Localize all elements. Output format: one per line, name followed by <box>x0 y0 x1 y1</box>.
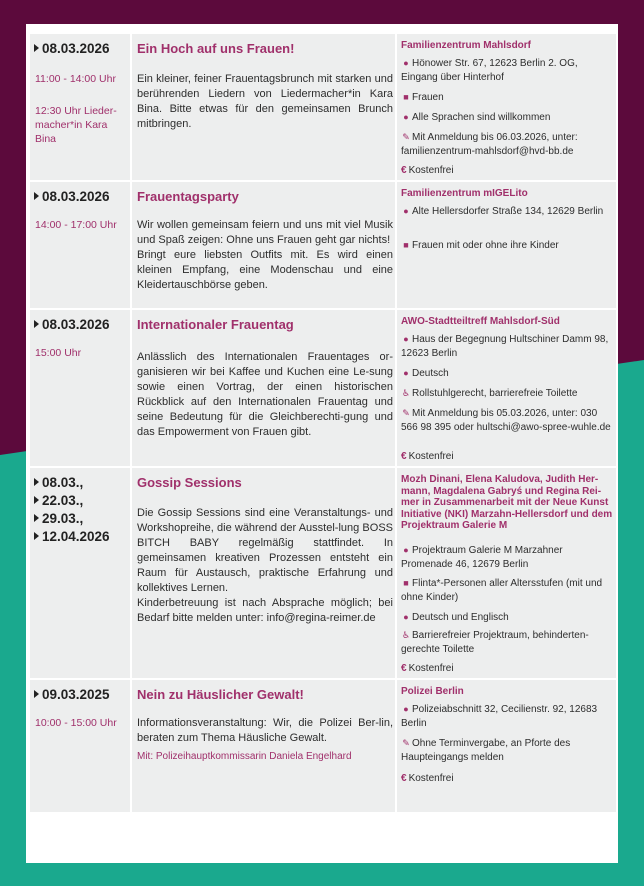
cost: € Kostenfrei <box>401 165 454 176</box>
registration: ✎ Mit Anmeldung bis 06.03.2026, unter: familienzentrum-mahlsdorf@hvd-bb.de <box>401 132 578 157</box>
event-description: Informationsveranstaltung: Wir, die Polizei Ber-lin, beraten zum Thema Häusliche Gewalt. <box>137 717 393 744</box>
event-title: Internationaler Frauentag <box>137 317 294 332</box>
location-pin-icon: ● <box>403 704 409 714</box>
language: ● Deutsch und Englisch <box>401 610 613 625</box>
arrow-icon <box>34 514 39 522</box>
event-contact: Mit: Polizeihauptkommissarin Daniela Engelhard <box>137 751 352 762</box>
address: ● Alte Hellersdorfer Straße 134, 12629 Berlin <box>401 204 613 219</box>
event-description: Ein kleiner, feiner Frauentagsbrunch mit starken und berührenden Liedern von Liedermacher*in Kara Bina. Bitte etwas für den gemeinsamen Brunch mitbringen. <box>137 73 393 130</box>
info-cell <box>397 182 616 308</box>
organizer: Familienzentrum Mahlsdorf <box>401 40 532 51</box>
description-cell <box>132 468 395 678</box>
date-cell <box>30 310 130 466</box>
event-description: Die Gossip Sessions sind eine Veranstaltungs- und Workshopreihe, die während der Ausstel-lung BOSS BITCH BABY regelmäßig stattfindet. In gemeinsamen kreativen Prozessen entsteht ein Raum für Austausch, praktische Erfahrung und kollektives Lernen. Kinderbetreuung ist nach Absprache möglich; bei Bedarf bitte melden unter: info@regina-reimer.de <box>137 507 393 624</box>
info-cell <box>397 34 616 180</box>
cost: € Kostenfrei <box>401 451 454 462</box>
audience: ■ Frauen mit oder ohne ihre Kinder <box>401 238 613 253</box>
event-time: 15:00 Uhr <box>35 347 82 359</box>
cost: € Kostenfrei <box>401 773 454 784</box>
person-icon: ■ <box>403 578 409 588</box>
address: ● Polizeiabschnitt 32, Cecilienstr. 92, 12683 Berlin <box>401 704 598 729</box>
event-title: Ein Hoch auf uns Frauen! <box>137 41 295 56</box>
organizer: AWO-Stadtteiltreff Mahlsdorf-Süd <box>401 316 560 327</box>
event-row <box>30 34 616 180</box>
event-description: Anlässlich des Internationalen Frauentages or-ganisieren wir bei Kaffee und Kuchen eine Le-sung sowie einen Vortrag, der einen historischen Rückblick auf den Internationalen Frauentag und seine Bedeutung für die Gleichberechti-gung und das Empowerment von Frauen gibt. <box>137 351 393 438</box>
event-date: 08.03.2026 <box>42 317 110 332</box>
organizer: Polizei Berlin <box>401 686 464 697</box>
date-cell <box>30 182 130 308</box>
address: ● Haus der Begegnung Hultschiner Damm 98, 12623 Berlin <box>401 334 609 359</box>
event-time: 11:00 - 14:00 Uhr <box>35 73 116 85</box>
event-row <box>30 468 616 678</box>
arrow-icon <box>34 44 39 52</box>
info-cell <box>397 680 616 812</box>
description-cell <box>132 182 395 308</box>
cost: € Kostenfrei <box>401 663 454 674</box>
event-page <box>26 24 618 863</box>
event-time: 14:00 - 17:00 Uhr <box>35 219 117 231</box>
event-time-secondary: 12:30 Uhr Lieder-macher*in Kara Bina <box>35 105 117 145</box>
organizer: Familienzentrum mIGELito <box>401 188 528 199</box>
event-date: 08.03., <box>42 475 84 490</box>
event-row <box>30 680 616 812</box>
wheelchair-icon: ♿ <box>401 630 411 640</box>
arrow-icon <box>34 192 39 200</box>
address: ● Hönower Str. 67, 12623 Berlin 2. OG, Eingang über Hinterhof <box>401 58 578 83</box>
accessibility: ♿ Rollstuhlgerecht, barrierefreie Toilette <box>401 388 578 399</box>
wheelchair-icon: ♿ <box>401 388 411 398</box>
event-date: 08.03.2026 <box>42 41 110 56</box>
audience: ■ Frauen <box>401 90 613 105</box>
event-row <box>30 182 616 308</box>
event-description: Wir wollen gemeinsam feiern und uns mit viel Musik und Spaß zeigen: Ohne uns Frauen geht gar nichts! Bringt eure liebsten Outfits mit. Es wird einen kleinen Empfang, eine Modenschau und eine Kleidertauschbörse geben. <box>137 219 393 291</box>
location-pin-icon: ● <box>403 545 409 555</box>
person-icon: ■ <box>403 92 409 102</box>
euro-icon: € <box>401 663 407 674</box>
euro-icon: € <box>401 773 407 784</box>
language: ● Deutsch <box>401 366 613 381</box>
arrow-icon <box>34 532 39 540</box>
speech-bubble-icon: ● <box>403 612 409 622</box>
euro-icon: € <box>401 451 407 462</box>
registration: ✎ Ohne Terminvergabe, an Pforte des Haupteingangs melden <box>401 738 571 763</box>
speech-bubble-icon: ● <box>403 112 409 122</box>
location-pin-icon: ● <box>403 58 409 68</box>
organizer: Mozh Dinani, Elena Kaludova, Judith Her-mann, Magdalena Gabryś und Regina Rei-mer in Zusammenarbeit mit der Neue Kunst Initiative (NKI) Marzahn-Hellersdorf und dem Projektraum Galerie M <box>401 474 613 531</box>
event-time: 10:00 - 15:00 Uhr <box>35 717 117 729</box>
language: ● Alle Sprachen sind willkommen <box>401 110 613 125</box>
event-title: Frauentagsparty <box>137 189 239 204</box>
description-cell <box>132 680 395 812</box>
date-cell <box>30 34 130 180</box>
description-cell <box>132 310 395 466</box>
event-title: Nein zu Häuslicher Gewalt! <box>137 687 304 702</box>
arrow-icon <box>34 496 39 504</box>
person-icon: ■ <box>403 240 409 250</box>
event-date: 08.03.2026 <box>42 189 110 204</box>
event-date: 09.03.2025 <box>42 687 110 702</box>
pencil-icon: ✎ <box>402 738 410 748</box>
arrow-icon <box>34 320 39 328</box>
info-cell <box>397 468 616 678</box>
accessibility: ♿ Barrierefreier Projektraum, behinderten-gerechte Toilette <box>401 630 589 655</box>
location-pin-icon: ● <box>403 334 409 344</box>
euro-icon: € <box>401 165 407 176</box>
event-date: 22.03., <box>42 493 84 508</box>
address: ● Projektraum Galerie M Marzahner Promenade 46, 12679 Berlin <box>401 545 563 570</box>
date-cell <box>30 680 130 812</box>
info-cell <box>397 310 616 466</box>
location-pin-icon: ● <box>403 206 409 216</box>
registration: ✎ Mit Anmeldung bis 05.03.2026, unter: 030 566 98 395 oder hultschi@awo-spree-wuhle.de <box>401 408 611 433</box>
date-cell <box>30 468 130 678</box>
pencil-icon: ✎ <box>402 132 410 142</box>
description-cell <box>132 34 395 180</box>
event-row <box>30 310 616 466</box>
arrow-icon <box>34 478 39 486</box>
arrow-icon <box>34 690 39 698</box>
pencil-icon: ✎ <box>402 408 410 418</box>
speech-bubble-icon: ● <box>403 368 409 378</box>
audience: ■ Flinta*-Personen aller Altersstufen (mit und ohne Kinder) <box>401 578 603 603</box>
event-title: Gossip Sessions <box>137 475 242 490</box>
event-date: 29.03., <box>42 511 84 526</box>
event-date: 12.04.2026 <box>42 529 110 544</box>
